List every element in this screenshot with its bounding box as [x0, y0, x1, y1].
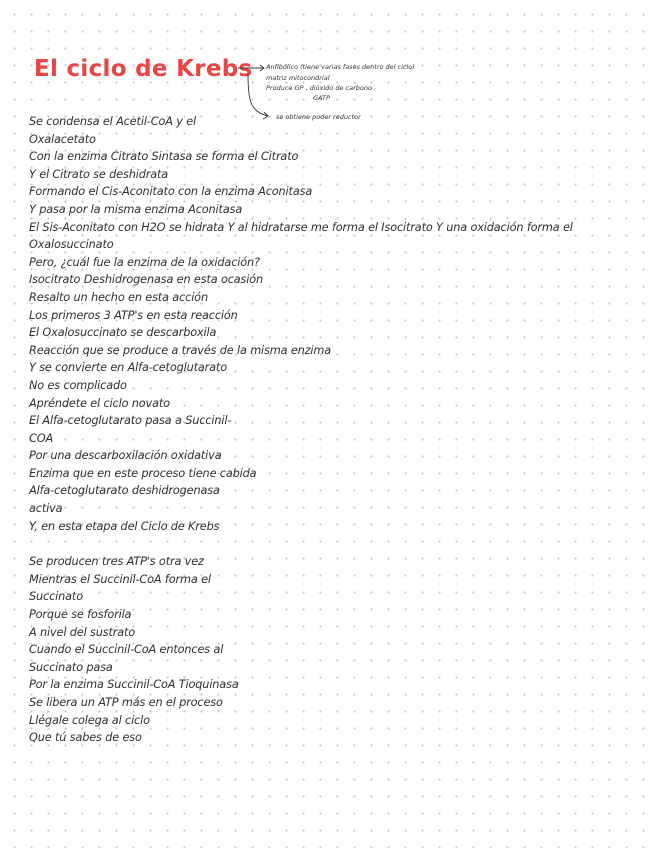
- text-line: Oxalosuccinato: [29, 238, 114, 252]
- text-line: Por la enzima Succinil-CoA Tioquinasa: [29, 678, 239, 692]
- text-line: Oxalacetato: [29, 132, 96, 146]
- text-line: Apréndete el ciclo novato: [29, 396, 170, 410]
- text-line: Enzima que en este proceso tiene cabida: [29, 466, 257, 480]
- text-line: Pero, ¿cuál fue la enzima de la oxidación?: [29, 255, 260, 269]
- text-line: El Alfa-cetoglutarato pasa a Succinil-: [29, 414, 232, 428]
- text-line: Por una descarboxilación oxidativa: [29, 449, 222, 463]
- text-line: Y el Citrato se deshidrata: [29, 167, 169, 181]
- text-line: Porque se fosforila: [29, 608, 132, 622]
- note-matriz: matriz mitocondrial: [266, 74, 330, 82]
- text-line: Y se convierte en Alfa-cetoglutarato: [29, 361, 227, 375]
- text-line: El Oxalosuccinato se descarboxila: [29, 326, 217, 340]
- text-line: COA: [29, 431, 54, 445]
- arrow-down-curve: [248, 74, 268, 116]
- text-line: Se producen tres ATP's otra vez: [29, 555, 204, 569]
- text-line: Que tú sabes de eso: [29, 731, 142, 745]
- text-line: A nivel del sustrato: [29, 625, 136, 639]
- text-line: Succinato pasa: [29, 660, 113, 674]
- text-line: Los primeros 3 ATP's en esta reacción: [29, 308, 238, 322]
- text-line: Resalto un hecho en esta acción: [29, 290, 208, 304]
- text-line: Y, en esta etapa del Ciclo de Krebs: [29, 519, 220, 533]
- body-text: [29, 113, 573, 747]
- text-line: Isocitrato Deshidrogenasa en esta ocasión: [29, 273, 264, 287]
- text-line: Llégale colega al ciclo: [29, 713, 150, 727]
- text-line: activa: [29, 502, 63, 516]
- text-line: Alfa-cetoglutarato deshidrogenasa: [29, 484, 220, 498]
- text-line: El Sis-Aconitato con H2O se hidrata Y al hidratarse me forma el Isocitrato Y una oxidación forma el: [29, 220, 573, 234]
- text-line: No es complicado: [29, 378, 127, 392]
- text-line: Mientras el Succinil-CoA forma el: [29, 572, 211, 586]
- note-gatp: GATP: [313, 94, 330, 102]
- note-anfibolico: Anfibólico (tiene varias fases dentro del ciclo): [266, 63, 415, 71]
- text-line: Succinato: [29, 590, 83, 604]
- text-line: Se libera un ATP más en el proceso: [29, 696, 223, 709]
- text-line: Y pasa por la misma enzima Aconitasa: [29, 202, 243, 216]
- text-line: Con la enzima Citrato Sintasa se forma el Citrato: [29, 150, 299, 164]
- note-poder-reductor: se obtiene poder reductor: [276, 113, 361, 121]
- text-line: Reacción que se produce a través de la misma enzima: [29, 343, 332, 357]
- note-produce: Produce GP , dióxido de carbono: [266, 84, 372, 92]
- text-line: Formando el Cis-Aconitato con la enzima Aconitasa: [29, 185, 313, 199]
- text-line: Se condensa el Acetil-CoA y el: [29, 115, 197, 128]
- text-line: Cuando el Succinil-CoA entonces al: [29, 643, 224, 657]
- page-title: El ciclo de Krebs: [34, 56, 253, 82]
